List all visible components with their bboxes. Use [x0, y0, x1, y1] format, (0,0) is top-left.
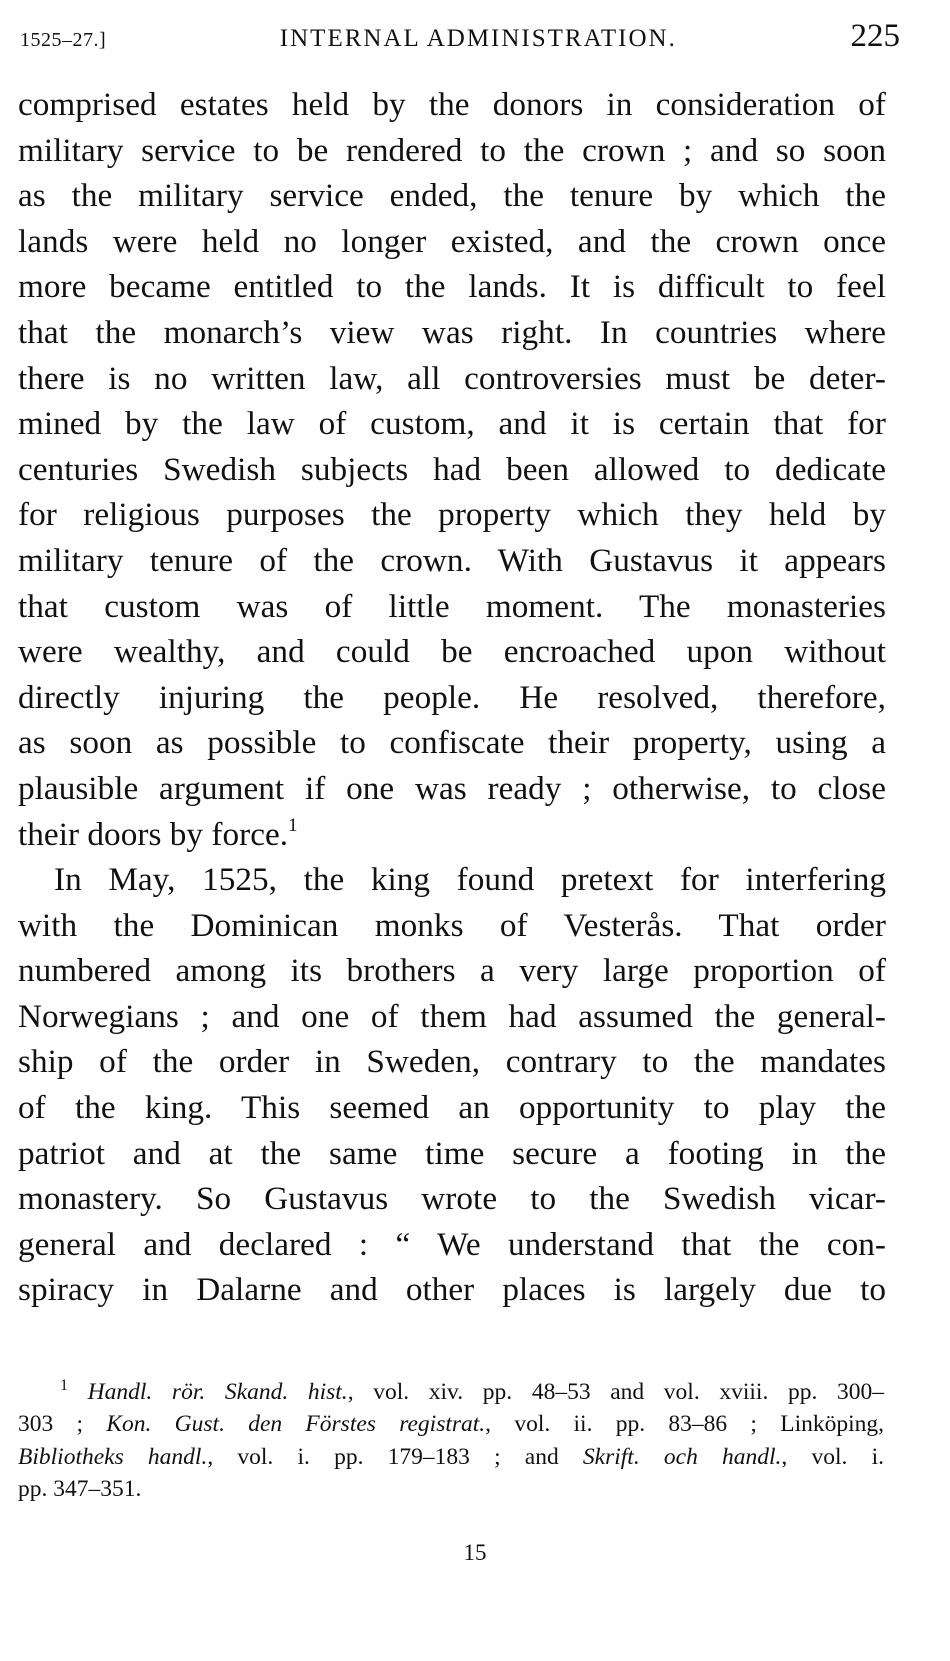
footnote-line	[18, 1441, 884, 1473]
text-line: Norwegians ; and one of them had assumed the general-	[18, 997, 886, 1035]
paragraph-first-line: In May, 1525, the king found pretext for interfering	[54, 861, 886, 899]
running-head-date-range: 1525–27.]	[20, 29, 107, 51]
text-line: monastery. So Gustavus wrote to the Swedish vicar-	[18, 1180, 886, 1218]
text-line: with the Dominican monks of Vesterås. That order	[18, 906, 886, 944]
text-line: general and declared : “ We understand that the con-	[18, 1225, 886, 1263]
text-line: plausible argument if one was ready ; otherwise, to close	[18, 769, 886, 807]
printer-signature-mark: 15	[463, 1540, 487, 1565]
text-line: for religious purposes the property which they held by	[18, 496, 886, 534]
footnote-marker: 1	[60, 1377, 68, 1394]
text-line: spiracy in Dalarne and other places is largely due to	[18, 1271, 886, 1309]
footnote	[18, 1376, 884, 1506]
footnote-line	[18, 1408, 884, 1440]
text-line: military service to be rendered to the crown ; and so soon	[18, 131, 886, 169]
citation-detail: , vol. i. pp. 179–183 ; and	[207, 1443, 583, 1470]
text-line: that the monarch’s view was right. In countries where	[18, 313, 886, 351]
citation-title: Handl. rör. Skand. hist.	[87, 1379, 348, 1405]
text-line: comprised estates held by the donors in consideration of	[18, 86, 886, 123]
body-text	[18, 82, 886, 1313]
text-line: lands were held no longer existed, and the crown once	[18, 222, 886, 260]
citation-title: Skrift. och handl.	[582, 1443, 782, 1470]
text-line: that custom was of little moment. The monasteries	[18, 587, 886, 625]
citation-detail: 303 ;	[18, 1411, 107, 1438]
text-line: directly injuring the people. He resolved, therefore,	[18, 678, 886, 716]
text-line: of the king. This seemed an opportunity to play the	[18, 1089, 886, 1127]
citation-detail: , vol. ii. pp. 83–86 ; Linköping,	[485, 1411, 884, 1438]
text-line: numbered among its brothers a very large proportion of	[18, 952, 886, 990]
footnote-line: pp. 347–351.	[18, 1476, 142, 1503]
text-line	[18, 812, 886, 858]
footnote-reference[interactable]: 1	[288, 814, 298, 836]
text-line: more became entitled to the lands. It is difficult to feel	[18, 268, 886, 306]
text-line: there is no written law, all controversies must be deter-	[18, 359, 886, 397]
text-line: as soon as possible to confiscate their property, using a	[18, 724, 886, 762]
footnote-line	[18, 1376, 884, 1408]
text-line: were wealthy, and could be encroached upon without	[18, 633, 886, 671]
page-number: 225	[850, 18, 900, 54]
text-line: mined by the law of custom, and it is certain that for	[18, 405, 886, 443]
text-line: patriot and at the same time secure a footing in the	[18, 1134, 886, 1172]
text-line: as the military service ended, the tenure by which the	[18, 177, 886, 215]
citation-title: Bibliotheks handl.	[18, 1443, 208, 1470]
citation-detail: , vol. xiv. pp. 48–53 and vol. xviii. pp. 300–	[347, 1379, 884, 1405]
running-head-title: INTERNAL ADMINISTRATION.	[279, 25, 677, 52]
text-line: military tenure of the crown. With Gustavus it appears	[18, 541, 886, 579]
running-head	[20, 18, 900, 54]
text-line: centuries Swedish subjects had been allowed to dedicate	[18, 450, 886, 488]
text-line: ship of the order in Sweden, contrary to the mandates	[18, 1043, 886, 1081]
citation-title: Kon. Gust. den Förstes registrat.	[106, 1411, 486, 1438]
citation-detail: , vol. i.	[781, 1443, 884, 1470]
text-line-content: their doors by force.	[18, 815, 289, 853]
